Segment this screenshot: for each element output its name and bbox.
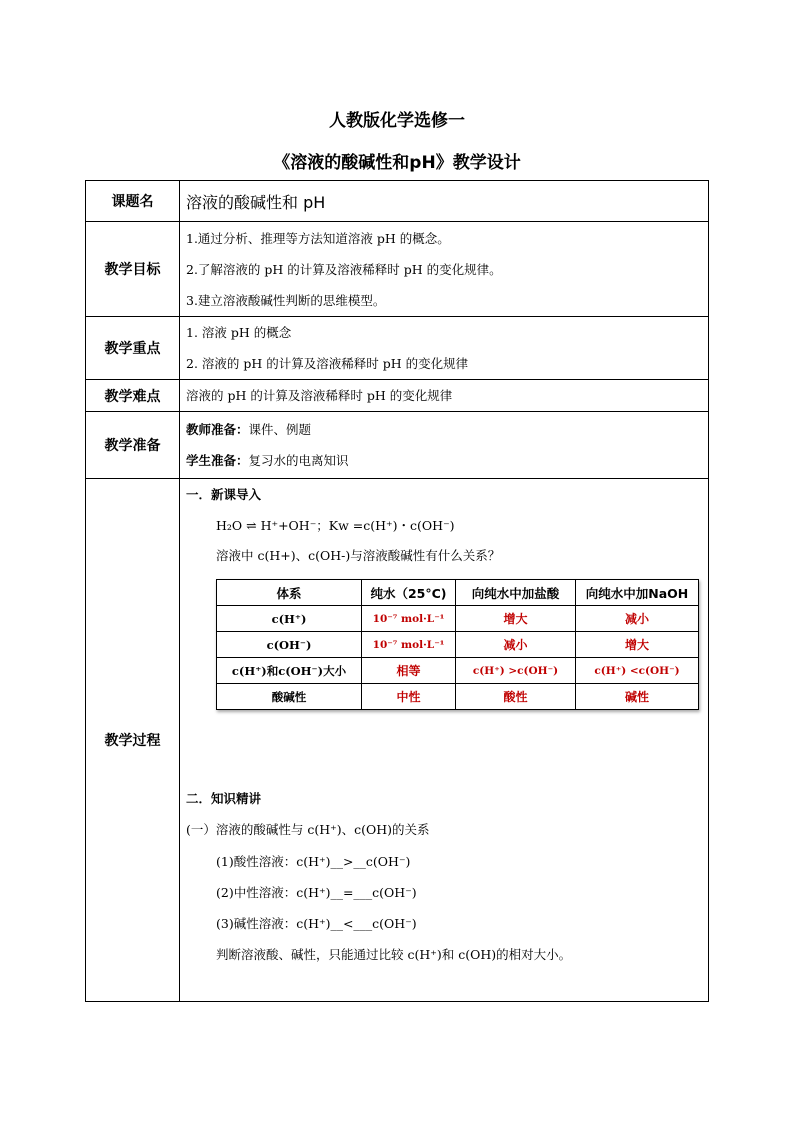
goal-item: 1.通过分析、推理等方法知道溶液 pH 的概念。 xyxy=(186,230,450,246)
student-prep-value: 复习水的电离知识 xyxy=(248,453,349,468)
table-row xyxy=(217,632,699,658)
table-cell: 减小 xyxy=(576,606,699,632)
goal-item: 2.了解溶液的 pH 的计算及溶液稀释时 pH 的变化规律。 xyxy=(186,261,502,277)
case-line: (2)中性溶液：c(H⁺)__=___c(OH⁻) xyxy=(216,885,417,900)
table-cell: 减小 xyxy=(456,632,576,658)
document-subtitle: 《溶液的酸碱性和pH》教学设计 xyxy=(273,153,521,173)
difficulty-value: 溶液的 pH 的计算及溶液稀释时 pH 的变化规律 xyxy=(186,388,453,403)
focus-item: 2. 溶液的 pH 的计算及溶液稀释时 pH 的变化规律 xyxy=(186,356,469,371)
row-prep xyxy=(86,412,709,479)
lesson-plan-table xyxy=(85,180,709,1002)
table-cell: 10⁻⁷ mol·L⁻¹ xyxy=(362,606,456,632)
process-label: 教学过程 xyxy=(86,479,180,1002)
student-prep-label: 学生准备： xyxy=(186,453,249,468)
teacher-prep-label: 教师准备： xyxy=(186,422,249,437)
table-cell: c(H⁺) <c(OH⁻) xyxy=(576,658,699,684)
prep-label: 教学准备 xyxy=(86,412,180,479)
table-header: 纯水（25°C) xyxy=(362,580,456,606)
table-cell: 增大 xyxy=(456,606,576,632)
table-cell: 增大 xyxy=(576,632,699,658)
row-focus xyxy=(86,317,709,380)
focus-label: 教学重点 xyxy=(86,317,180,380)
case-line: (3)碱性溶液：c(H⁺)__<___c(OH⁻) xyxy=(216,916,417,931)
difficulty-label: 教学难点 xyxy=(86,380,180,412)
row-topic xyxy=(86,181,709,222)
table-cell: 中性 xyxy=(362,684,456,710)
teacher-prep-value: 课件、例题 xyxy=(248,422,312,437)
table-cell: 10⁻⁷ mol·L⁻¹ xyxy=(362,632,456,658)
topic-value: 溶液的酸碱性和 pH xyxy=(186,192,326,212)
row-goals xyxy=(86,222,709,317)
document-title: 人教版化学选修一 xyxy=(329,111,465,131)
table-row xyxy=(217,658,699,684)
ionization-equation: H₂O ⇌ H⁺+OH⁻；Kw =c(H⁺)・c(OH⁻) xyxy=(216,518,455,533)
table-cell: 相等 xyxy=(362,658,456,684)
lead-question: 溶液中 c(H+)、c(OH-)与溶液酸碱性有什么关系？ xyxy=(216,548,501,563)
section-heading: 一．新课导入 xyxy=(186,487,262,502)
process-content xyxy=(180,479,708,1001)
goals-label: 教学目标 xyxy=(86,222,180,317)
case-line: (1)酸性溶液：c(H⁺)__>__c(OH⁻) xyxy=(216,854,411,869)
table-cell: c(OH⁻) xyxy=(217,632,362,658)
row-process xyxy=(86,479,709,1002)
table-header-row xyxy=(217,580,699,606)
focus-item: 1. 溶液 pH 的概念 xyxy=(186,325,292,340)
table-header: 向纯水中加NaOH xyxy=(576,580,699,606)
table-row xyxy=(217,684,699,710)
table-cell: 酸性 xyxy=(456,684,576,710)
table-header: 向纯水中加盐酸 xyxy=(456,580,576,606)
table-row xyxy=(217,606,699,632)
acidity-comparison-table xyxy=(216,579,699,710)
table-cell: c(H⁺) xyxy=(217,606,362,632)
table-cell: c(H⁺) >c(OH⁻) xyxy=(456,658,576,684)
table-cell: 碱性 xyxy=(576,684,699,710)
table-cell: 酸碱性 xyxy=(217,684,362,710)
subsection-heading: (一）溶液的酸碱性与 c(H⁺)、c(OH)的关系 xyxy=(186,822,430,837)
table-header: 体系 xyxy=(217,580,362,606)
conclusion-text: 判断溶液酸、碱性，只能通过比较 c(H⁺)和 c(OH)的相对大小。 xyxy=(216,947,572,962)
table-cell: c(H⁺)和c(OH⁻)大小 xyxy=(217,658,362,684)
topic-label: 课题名 xyxy=(86,181,180,222)
row-difficulty xyxy=(86,380,709,412)
goal-item: 3.建立溶液酸碱性判断的思维模型。 xyxy=(186,292,386,308)
section-heading: 二．知识精讲 xyxy=(186,791,262,806)
